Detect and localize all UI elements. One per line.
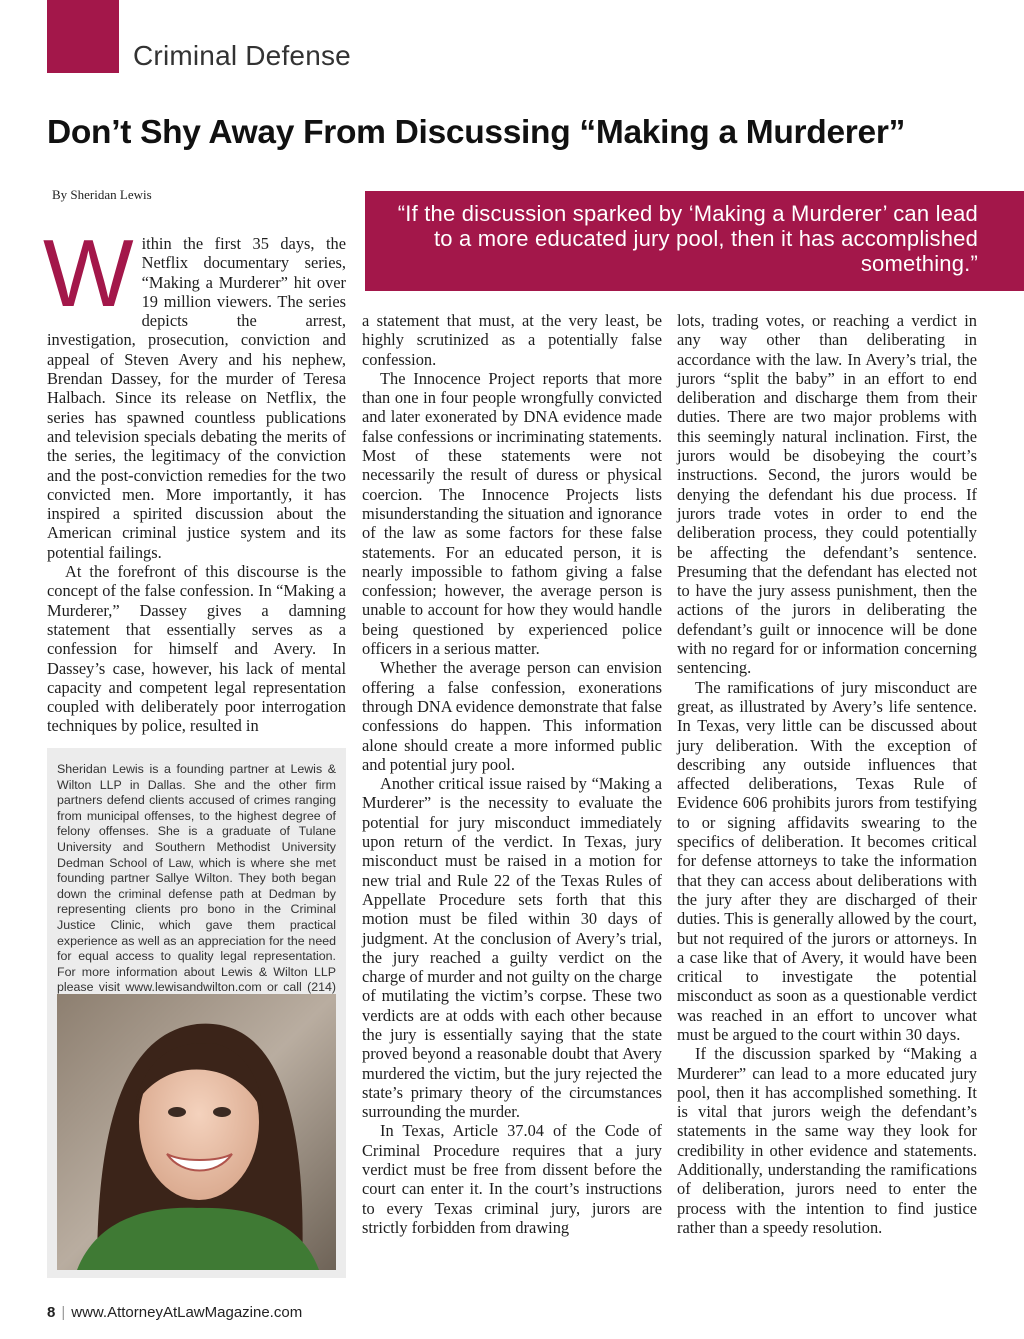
footer-divider: | (61, 1304, 66, 1321)
article-paragraph (43, 220, 346, 562)
article-paragraph: lots, trading votes, or reaching a verdict in any way other than deliberating in accordance with the law. In Avery’s trial, the jurors “split the baby” in an effort to end deliberation and discharge them from their duties. There are two major problems with this seemingly natural inclination. First, the jurors would be disobeying the court’s instructions. Second, the jurors would be denying the defendant his due process. If jurors trade votes in order to end the deliberation process, they could potentially be affecting the defendant’s sentence. Presuming that the defendant has elected not to have the jury assess punishment, then the actions of the jurors in deliberating the defendant’s guilt or innocence will be done with no regard for or information concerning sentencing. (677, 311, 977, 678)
article-paragraph: Another critical issue raised by “Making a Murderer” is the necessity to evaluate the potential for jury misconduct immediately upon return of the verdict. In Texas, jury misconduct must be raised in a motion for new trial and Rule 22 of the Texas Rules of Appellate Procedure sets forth that this motion must be filed within 30 days of judgment. At the conclusion of Avery’s trial, the jury reached a guilty verdict on the charge of murder and not guilty on the charge of mutilating the victim’s corpse. These two verdicts are at odds with each other because the jury is essentially saying that the state proved beyond a reasonable doubt that Avery murdered the victim, but the jury rejected the state’s primary theory of the circumstances surrounding the murder. (362, 774, 662, 1122)
article-paragraph: At the forefront of this discourse is the concept of the false confession. In “Making a Murderer,” Dassey gives a damning statement that essentially serves as a confession for himself and Avery. In Dassey’s case, however, his lack of mental capacity and competent legal representation coupled with deliberately poor interrogation techniques by police, resulted in (47, 562, 346, 736)
article-headline: Don’t Shy Away From Discussing “Making a Murderer” (47, 114, 906, 151)
section-accent-block (47, 0, 119, 73)
article-paragraph: The Innocence Project reports that more than one in four people wrongfully convicted and later exonerated by DNA evidence made false confessions or incriminating statements. Most of these statements were not necessarily the result of duress or physical coercion. The Innocence Projects lists misunderstanding the situation and ignorance of the law as some factors for these false statements. For an educated person, it is nearly impossible to fathom giving a false confession; however, the average person is unable to account for how they would handle being questioned by experienced police officers in a serious matter. (362, 368, 662, 659)
page-footer (47, 1304, 302, 1321)
article-column-2 (362, 311, 662, 1237)
article-column-3 (677, 311, 977, 1237)
article-paragraph: The ramifications of jury misconduct are great, as illustrated by Avery’s life sentence. In Texas, very little can be discussed about jury deliberation. With the exception of describing any outside influences that affected deliberations, Texas Rule of Evidence 606 prohibits jurors from testifying to or signing affidavits swearing to the specifics of deliberation. It becomes critical for defense attorneys to take the information that they can access about deliberations with the jury after they are discharged of their duties. This is generally allowed by the court, but not required of the jurors or attorneys. In a case like that of Avery, it would have been critical to investigate the potential misconduct as soon as a questionable verdict was reached in an effort to uncover what must be argued to the court within 30 days. (677, 677, 977, 1044)
section-label: Criminal Defense (133, 40, 351, 71)
page-number: 8 (47, 1304, 56, 1321)
author-portrait (57, 994, 336, 1270)
pull-quote: “If the discussion sparked by ‘Making a Murderer’ can lead to a more educated jury pool, then it has accomplished something.” (365, 191, 1024, 291)
article-paragraph: a statement that must, at the very least, be highly scrutinized as a potentially false confession. (362, 311, 662, 369)
drop-cap: W (43, 220, 134, 327)
article-column-1 (43, 220, 346, 736)
article-paragraph: In Texas, Article 37.04 of the Code of Criminal Procedure requires that a jury verdict must be free from dissent before the court can enter it. In the court’s instructions to every Texas criminal jury, jurors are strictly forbidden from drawing (362, 1121, 662, 1237)
footer-website: www.AttorneyAtLawMagazine.com (71, 1304, 303, 1321)
paragraph-text: ithin the first 35 days, the Netflix documentary series, “Making a Murderer” hit over 19 million viewers. The series depicts the arrest, investigation, prosecution, conviction and appeal of Steven Avery and his nephew, Brendan Dassey, for the murder of Teresa Halbach. Since its release on Netflix, the series has spawned countless publications and television specials debating the merits of the series, the legitimacy of the conviction and the post-conviction remedies for the two convicted men. More importantly, it has inspired a spirited discussion about the American criminal justice system and its potential failings. (47, 234, 346, 562)
author-bio: Sheridan Lewis is a founding partner at Lewis & Wilton LLP in Dallas. She and the other firm partners defend clients accused of crimes ranging from municipal offenses, to the highest degree of felony offenses. She is a graduate of Tulane University and Southern Methodist University Dedman School of Law, which is where she met founding partner Sallye Wilton. They both began down the criminal defense path at Dedman by representing clients pro bono in the Criminal Justice Clinic, which gave them practical experience as well as an appreciation for the need for equal access to quality legal representation. For more information about Lewis & Wilton LLP please visit www.lewisandwilton.com or call (214) (57, 762, 336, 995)
article-paragraph: Whether the average person can envision offering a false confession, exonerations through DNA evidence demonstrate that false confessions do happen. This information alone should create a more informed public and potential jury pool. (362, 658, 662, 774)
article-paragraph: If the discussion sparked by “Making a Murderer” can lead to a more educated jury pool, then it has accomplished something. It is vital that jurors weigh the defendant’s statements in the same way they look for credibility in other evidence and statements. Additionally, understanding the ramifications of deliberation, jurors need to enter the process with the intention to find justice rather than a speedy resolution. (677, 1044, 977, 1237)
author-bio-box (47, 748, 346, 1278)
byline: By Sheridan Lewis (52, 187, 152, 202)
